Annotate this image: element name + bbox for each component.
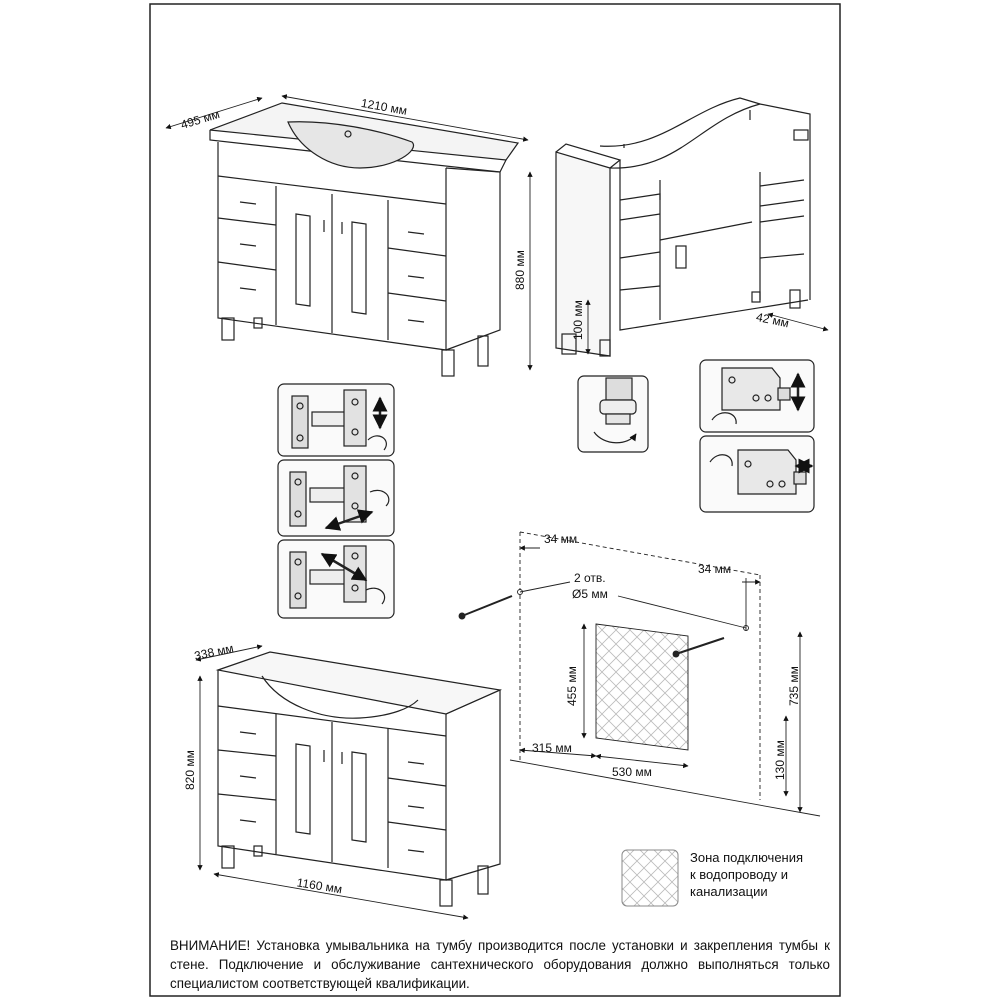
legend-swatch [622, 850, 678, 906]
leg-adjust-detail [578, 376, 648, 452]
dim-bottom-gap: 130 мм [773, 740, 787, 780]
dim-zone-height: 455 мм [565, 666, 579, 706]
dim-leg-height: 100 мм [571, 300, 585, 340]
dim-offset-left: 34 мм [544, 532, 578, 546]
dim-top-width: 1210 мм [359, 95, 409, 118]
legend-line-1: Зона подключения [690, 850, 804, 865]
vanity-front-view [210, 103, 518, 376]
dim-left-gap: 315 мм [532, 741, 572, 755]
holes-count: 2 отв. [574, 571, 606, 585]
dim-top-height: 880 мм [513, 250, 527, 290]
holes-diameter: Ø5 мм [572, 587, 608, 601]
dim-lower-height: 820 мм [183, 750, 197, 790]
bracket-panel-horizontal [700, 436, 814, 512]
hinge-panel-vertical [278, 384, 394, 456]
legend-line-2: к водопроводу и [690, 867, 788, 882]
hinge-panel-horizontal [278, 460, 394, 536]
hinge-panel-depth [278, 540, 394, 618]
dim-total-height: 735 мм [787, 666, 801, 706]
dim-lower-depth: 338 мм [192, 641, 235, 664]
warning-text: ВНИМАНИЕ! Установка умывальника на тумбу производится после установки и закрепления тумбы к стене. Подключение и обслуживание сантехнического оборудования должно выполняться только специалистом соответствующей квалификации. [170, 938, 830, 991]
vanity-cabinet-view [218, 652, 500, 906]
dim-zone-width: 530 мм [612, 765, 652, 779]
dim-top-depth: 495 мм [179, 106, 222, 133]
dim-offset-right: 34 мм [698, 562, 732, 576]
legend-line-3: канализации [690, 884, 768, 899]
dim-back-gap: 42 мм [754, 309, 791, 331]
dim-lower-width: 1160 мм [295, 875, 344, 897]
bracket-panel-vertical [700, 360, 814, 432]
